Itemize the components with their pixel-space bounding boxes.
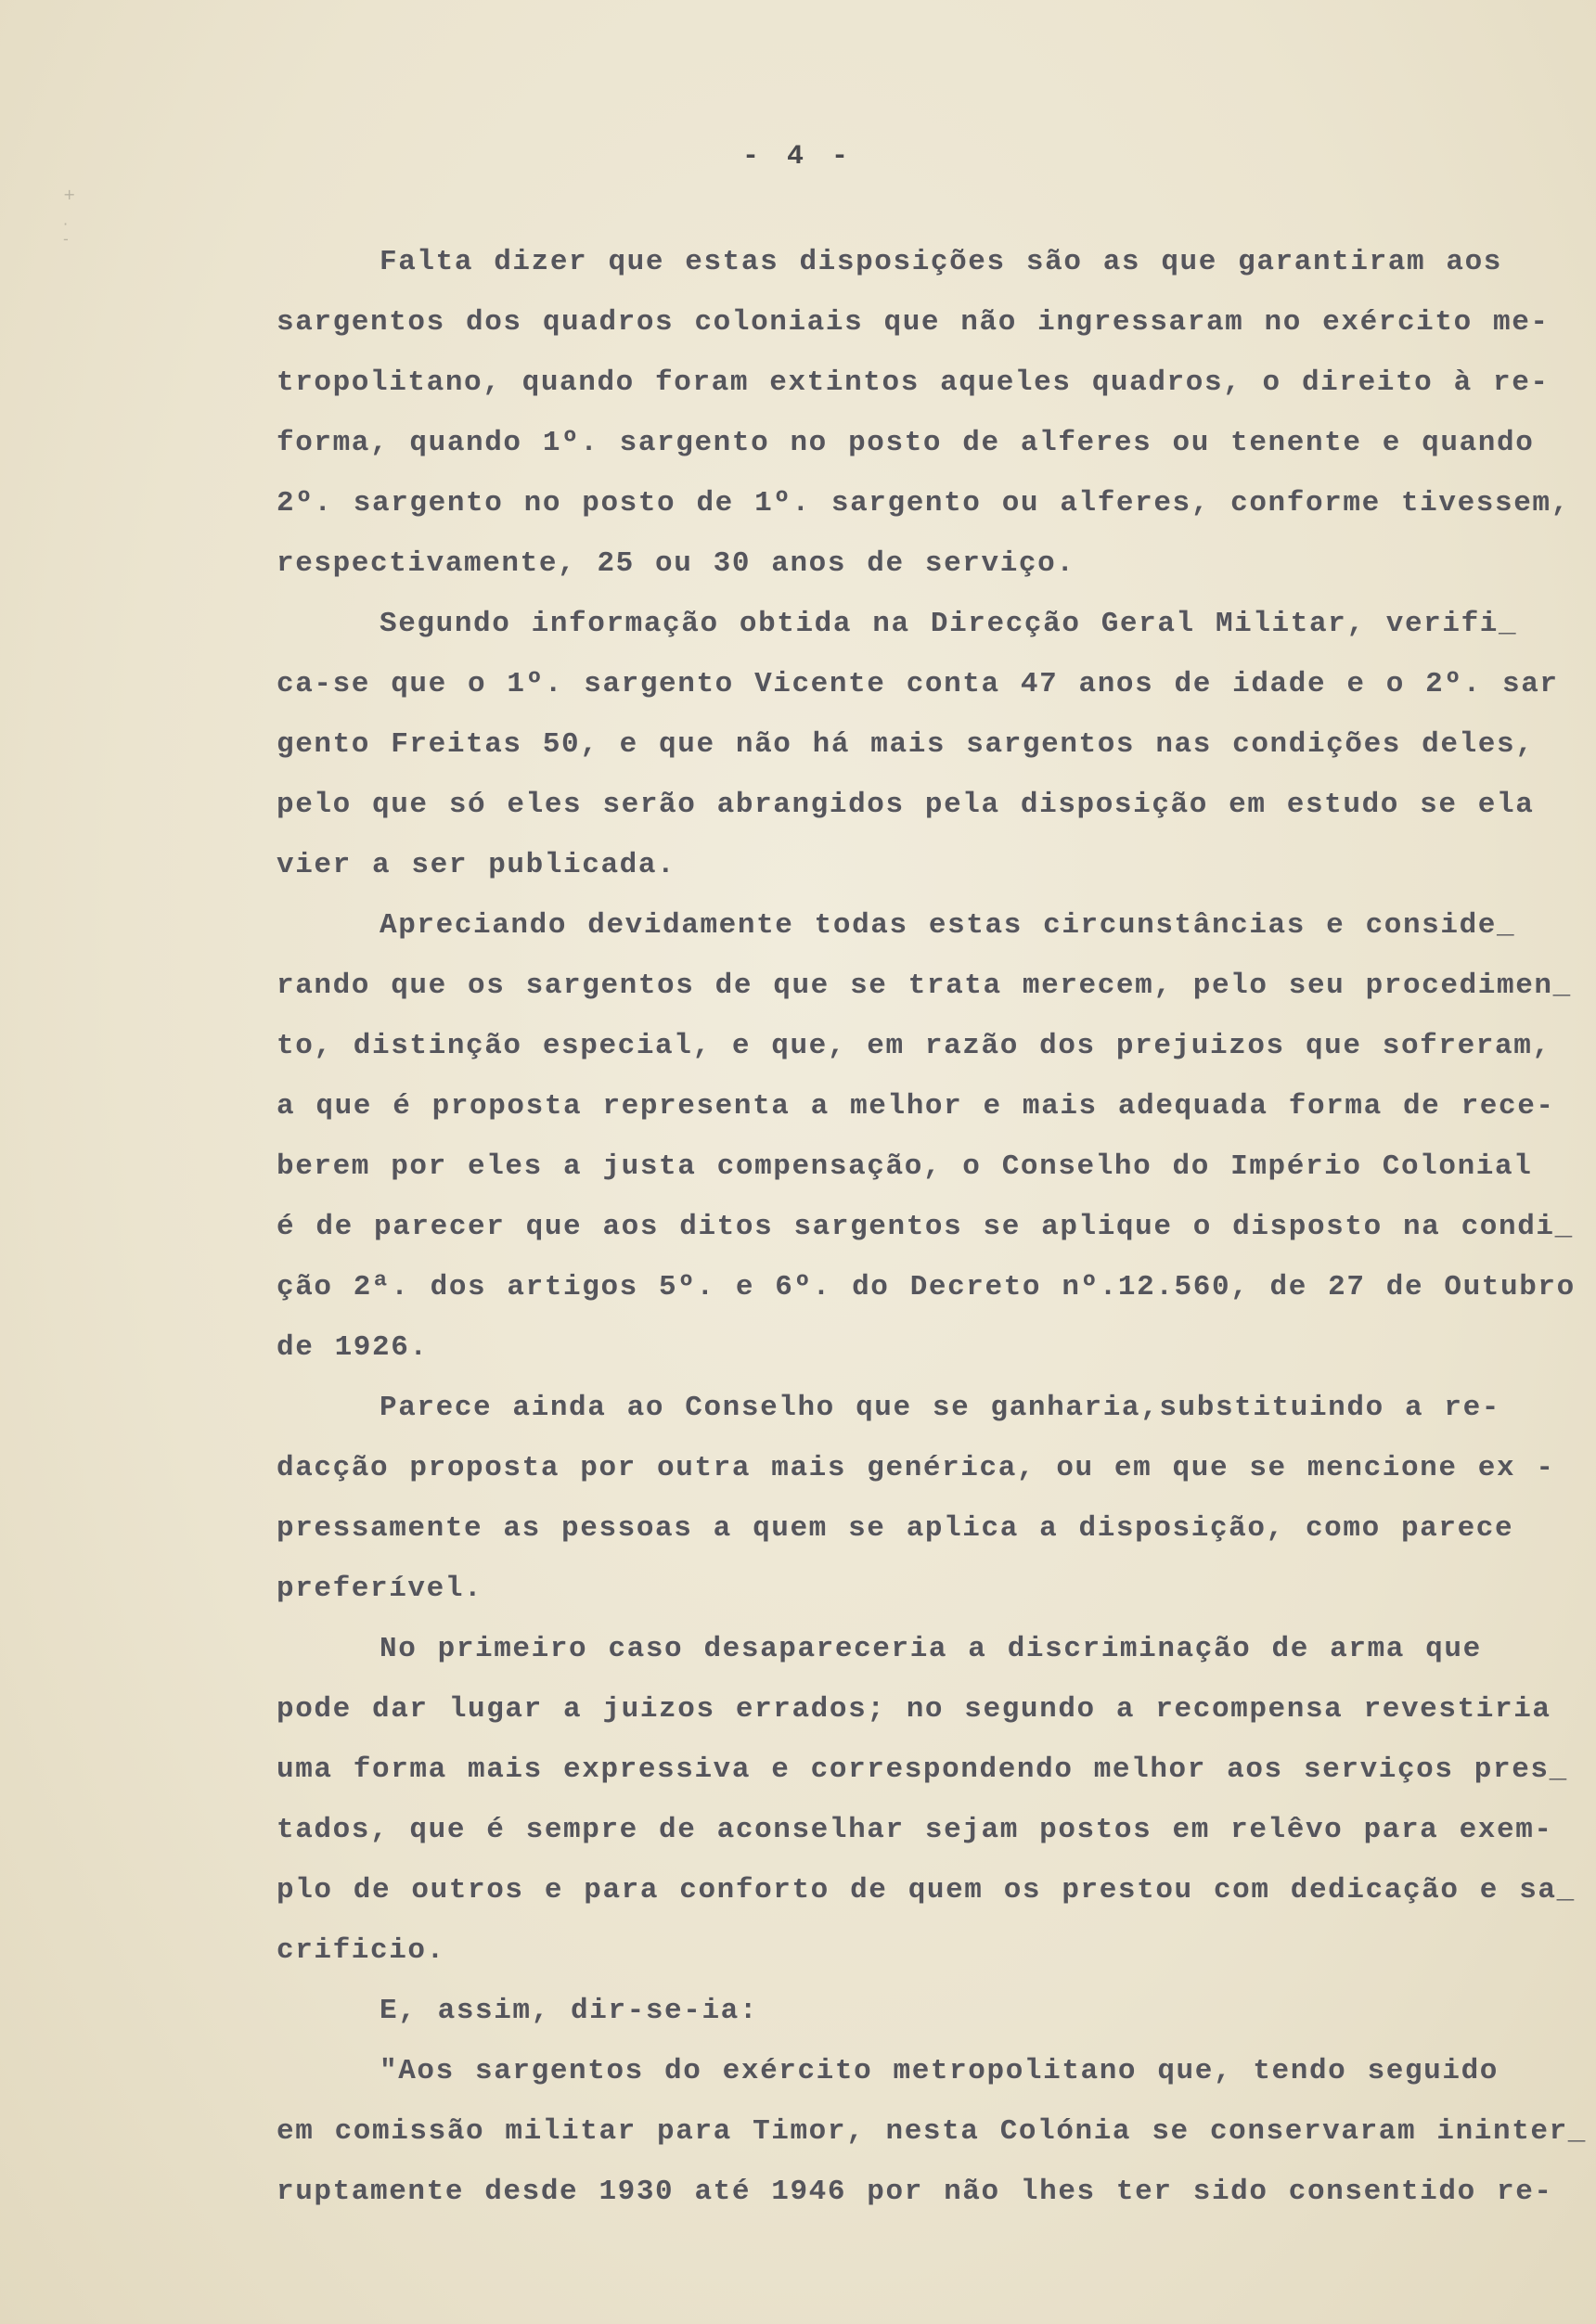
text-line: plo de outros e para conforto de quem os prestou com dedicação e sa_ (277, 1874, 1576, 1907)
text-line: rando que os sargentos de que se trata merecem, pelo seu procedimen_ (277, 969, 1572, 1002)
text-line: preferível. (277, 1573, 483, 1605)
text-line: tados, que é sempre de aconselhar sejam postos em relêvo para exem- (277, 1814, 1553, 1846)
text-line: a que é proposta representa a melhor e mais adequada forma de rece- (277, 1090, 1555, 1123)
text-line: é de parecer que aos ditos sargentos se aplique o disposto na condi_ (277, 1211, 1574, 1243)
text-line: E, assim, dir-se-ia: (277, 1995, 759, 2027)
text-line: ruptamente desde 1930 até 1946 por não lhes ter sido consentido re- (277, 2176, 1553, 2208)
text-line: dacção proposta por outra mais genérica, ou em que se mencione ex - (277, 1452, 1555, 1484)
text-line: Segundo informação obtida na Direcção Geral Militar, verifi_ (277, 608, 1518, 640)
text-line: pode dar lugar a juizos errados; no segundo a recompensa revestiria (277, 1693, 1551, 1726)
text-line: No primeiro caso desapareceria a discriminação de arma que (277, 1633, 1482, 1665)
text-line: respectivamente, 25 ou 30 anos de serviço. (277, 547, 1075, 580)
text-line: Parece ainda ao Conselho que se ganharia,substituindo a re- (277, 1392, 1500, 1424)
text-line: tropolitano, quando foram extintos aqueles quadros, o direito à re- (277, 366, 1550, 399)
margin-mark: · (63, 215, 69, 233)
text-line: forma, quando 1º. sargento no posto de alferes ou tenente e quando (277, 427, 1535, 459)
body-text (277, 232, 1588, 2222)
text-line: vier a ser publicada. (277, 849, 676, 881)
text-line: Apreciando devidamente todas estas circunstâncias e conside_ (277, 909, 1516, 942)
text-line: pelo que só eles serão abrangidos pela disposição em estudo se ela (277, 789, 1535, 821)
text-line: ca-se que o 1º. sargento Vicente conta 47 anos de idade e o 2º. sar (277, 668, 1559, 700)
text-line: "Aos sargentos do exército metropolitano que, tendo seguido (277, 2055, 1499, 2087)
text-line: uma forma mais expressiva e correspondendo melhor aos serviços pres_ (277, 1753, 1568, 1786)
text-line: 2º. sargento no posto de 1º. sargento ou alferes, conforme tivessem, (277, 487, 1570, 520)
text-line: sargentos dos quadros coloniais que não ingressaram no exército me- (277, 306, 1550, 339)
margin-mark: - (63, 230, 69, 248)
text-line: crificio. (277, 1934, 445, 1967)
page-number: - 4 - (741, 141, 854, 173)
text-line: gento Freitas 50, e que não há mais sargentos nas condições deles, (277, 728, 1535, 761)
text-line: berem por eles a justa compensação, o Conselho do Império Colonial (277, 1150, 1533, 1183)
text-line: de 1926. (277, 1331, 429, 1364)
text-line: pressamente as pessoas a quem se aplica a disposição, como parece (277, 1512, 1514, 1545)
text-line: ção 2ª. dos artigos 5º. e 6º. do Decreto nº.12.560, de 27 de Outubro (277, 1271, 1576, 1303)
text-line: Falta dizer que estas disposições são as que garantiram aos (277, 246, 1502, 278)
text-line: em comissão militar para Timor, nesta Colónia se conservaram ininter_ (277, 2115, 1588, 2148)
margin-mark: + (63, 186, 76, 203)
text-line: to, distinção especial, e que, em razão dos prejuizos que sofreram, (277, 1030, 1551, 1062)
